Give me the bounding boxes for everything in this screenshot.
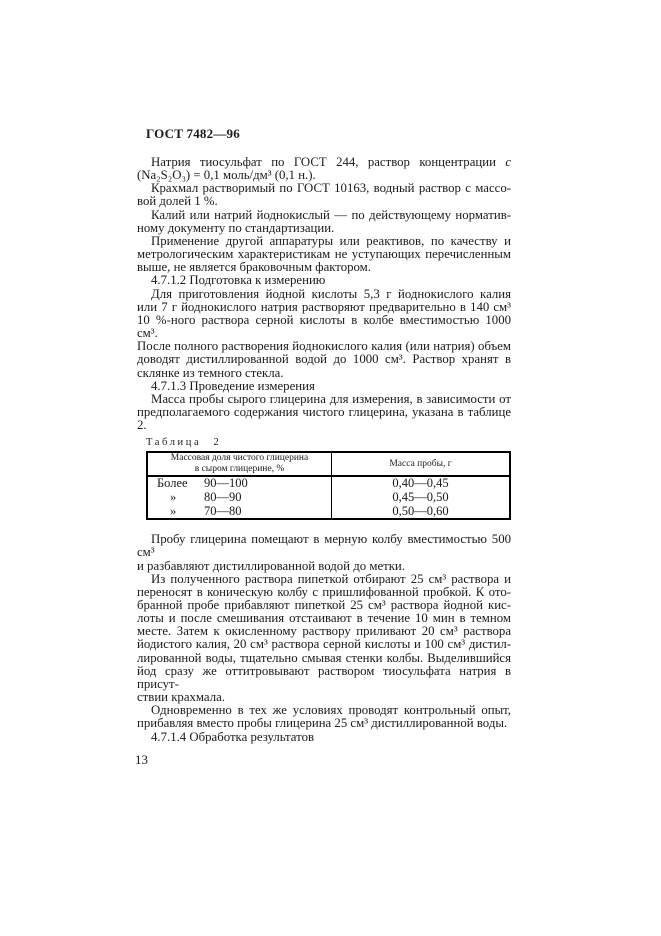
mass-value: 0,40—0,45 bbox=[392, 476, 449, 491]
paragraph bbox=[137, 533, 511, 572]
row-prefix-ditto: » bbox=[170, 503, 177, 518]
paragraph-line: ному документу по стандартизации. bbox=[137, 220, 335, 235]
paragraph-line: переносят в коническую колбу с пришлифованной пробкой. К ото- bbox=[137, 584, 511, 599]
paragraph-line: После полного растворения йоднокислого калия (или натрия) объем bbox=[137, 339, 511, 354]
table-2 bbox=[146, 451, 511, 520]
paragraph-line: ствии крахмала. bbox=[137, 690, 225, 705]
page-number: 13 bbox=[135, 751, 148, 767]
table-header-cell-mass-fraction bbox=[147, 452, 332, 476]
table-body-row bbox=[147, 476, 510, 519]
paragraph-line: (Na₂S₂O₃) = 0,1 моль/дм³ (0,1 н.). bbox=[137, 168, 316, 183]
mass-value: 0,50—0,60 bbox=[392, 503, 449, 518]
paragraph-line: прибавляя вместо пробы глицерина 25 см³ дистиллированной воды. bbox=[137, 716, 508, 731]
paragraph-line: Масса пробы сырого глицерина для измерения, в зависимости от bbox=[151, 391, 511, 406]
section-heading: 4.7.1.2 Подготовка к измерению bbox=[151, 273, 326, 288]
paragraph-line: выше, не является браковочным фактором. bbox=[137, 260, 371, 275]
paragraph-line: доводят дистиллированной водой до 1000 см³. Раствор хранят в bbox=[137, 352, 511, 367]
table-caption: Таблица 2 bbox=[146, 437, 222, 449]
paragraph bbox=[137, 156, 511, 182]
paragraph-line: Калий или натрий йоднокислый — по действующему норматив- bbox=[151, 207, 511, 222]
mass-value: 0,45—0,50 bbox=[392, 490, 449, 505]
paragraph-line: или 7 г йоднокислого натрия растворяют предварительно в 140 см³ bbox=[137, 299, 511, 314]
paragraph-line: склянке из темного стекла. bbox=[137, 365, 284, 380]
paragraph bbox=[137, 573, 511, 705]
paragraph-line: Применение другой аппаратуры или реактивов, по качеству и bbox=[151, 233, 511, 248]
paragraph-line: метрологическим характеристикам не уступающих перечисленным bbox=[137, 247, 511, 262]
table-header-row bbox=[147, 452, 510, 476]
text-blocks-before-table bbox=[137, 156, 511, 432]
row-prefix: Более bbox=[157, 476, 188, 491]
table-header-line: Массовая доля чистого глицерина bbox=[170, 453, 309, 464]
paragraph bbox=[137, 704, 511, 730]
text-blocks-after-table bbox=[137, 533, 511, 744]
paragraph-line: и разбавляют дистиллированной водой до метки. bbox=[137, 558, 405, 573]
paragraph-line: йодистого калия, 20 см³ раствора серной кислоты и 100 см³ дистил- bbox=[137, 637, 511, 652]
paragraph-line: месте. Затем к окисленному раствору приливают 20 см³ раствора bbox=[137, 624, 511, 639]
row-range: 90—100 bbox=[204, 476, 248, 491]
paragraph-line: Для приготовления йодной кислоты 5,3 г йоднокислого калия bbox=[151, 286, 511, 301]
paragraph-line: 10 %-ного раствора серной кислоты в колбе вместимостью 1000 см³. bbox=[137, 312, 511, 341]
section-heading: 4.7.1.4 Обработка результатов bbox=[151, 729, 315, 744]
table-cell-mass-fraction-values bbox=[147, 476, 332, 519]
paragraph bbox=[137, 288, 511, 380]
table-row bbox=[157, 505, 331, 519]
paragraph bbox=[137, 182, 511, 208]
table-row bbox=[157, 477, 331, 491]
paragraph bbox=[137, 209, 511, 235]
mass-values-block bbox=[392, 477, 448, 518]
table-header-line: в сыром глицерине, % bbox=[194, 464, 285, 475]
paragraph-line: бранной пробе прибавляют пипеткой 25 см³ раствора йодной кис- bbox=[137, 598, 511, 612]
content-column bbox=[137, 156, 511, 766]
table-row bbox=[157, 491, 331, 505]
paragraph bbox=[137, 235, 511, 274]
paragraph-line: лированной воды, тщательно смывая стенки колбы. Выделившийся bbox=[137, 650, 511, 665]
paragraph-line: лоты и после смешивания отстаивают в течение 10 мин в темном bbox=[137, 611, 511, 626]
section-heading: 4.7.1.3 Проведение измерения bbox=[151, 378, 315, 393]
paragraph bbox=[137, 393, 511, 432]
row-range: 70—80 bbox=[204, 503, 242, 518]
table-cell-sample-mass-values bbox=[332, 476, 511, 519]
document-header-gost-number: ГОСТ 7482—96 bbox=[146, 126, 240, 141]
paragraph-line: Пробу глицерина помещают в мерную колбу вместимостью 500 см³ bbox=[137, 532, 511, 560]
paragraph-line: вой долей 1 %. bbox=[137, 194, 218, 209]
row-range: 80—90 bbox=[204, 490, 242, 505]
paragraph-line: Натрия тиосульфат по ГОСТ 244, раствор концентрации с bbox=[151, 155, 511, 169]
row-prefix-ditto: » bbox=[170, 490, 177, 505]
table-header-cell-sample-mass: Масса пробы, г bbox=[332, 452, 511, 476]
paragraph-line: йод сразу же оттитровывают раствором тиосульфата натрия в присут- bbox=[137, 663, 511, 691]
paragraph-line: предполагаемого содержания чистого глицерина, указана в таблице 2. bbox=[137, 404, 511, 433]
paragraph-line: Крахмал растворимый по ГОСТ 10163, водный раствор с массо- bbox=[151, 181, 511, 196]
paragraph-line: Одновременно в тех же условиях проводят контрольный опыт, bbox=[151, 703, 511, 718]
paragraph-line: Из полученного раствора пипеткой отбирают 25 см³ раствора и bbox=[151, 571, 511, 586]
